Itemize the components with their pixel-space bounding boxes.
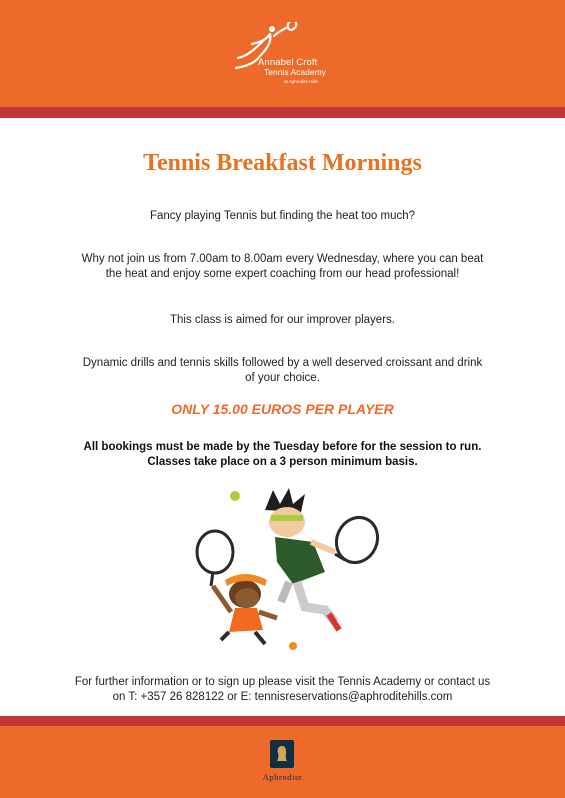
- intro-paragraph: Fancy playing Tennis but finding the heat too much?: [149, 210, 416, 222]
- price-callout: ONLY 15.00 EUROS PER PLAYER: [171, 401, 394, 417]
- logo-text-location: at Aphrodite Hills: [284, 79, 318, 84]
- header-stripe: [0, 107, 565, 118]
- contact-line-1: For further information or to sign up please visit the Tennis Academy or contact us: [74, 676, 491, 688]
- girl-player-icon: [213, 574, 277, 644]
- aphrodite-emblem: [270, 740, 294, 768]
- logo-text-academy: Tennis Academy: [264, 67, 326, 77]
- aphrodite-emblem-icon: [276, 745, 288, 762]
- girl-racket-icon: [197, 531, 233, 586]
- booking-notice-line-1: All bookings must be made by the Tuesday before for the session to run.: [83, 441, 482, 453]
- boy-racket-icon: [329, 511, 385, 570]
- footer-brand: Aphrodite: [262, 772, 303, 782]
- boy-player-icon: [265, 488, 339, 630]
- contact-line-2: on T: +357 26 828122 or E: tennisreservations@aphroditehills.com: [112, 691, 453, 703]
- contact-info: [60, 675, 505, 705]
- level-paragraph: This class is aimed for our improver players.: [170, 314, 395, 326]
- tennis-ball-icon: [230, 491, 240, 501]
- logo-text-name: Annabel Croft: [258, 57, 318, 68]
- booking-notice-line-2: Classes take place on a 3 person minimum basis.: [147, 456, 418, 468]
- footer-stripe: [0, 716, 565, 726]
- page-title: Tennis Breakfast Mornings: [143, 150, 422, 176]
- schedule-paragraph: Why not join us from 7.00am to 8.00am every Wednesday, where you can beat the heat and enjoy some expert coaching from our head professional!: [81, 253, 484, 280]
- booking-notice: [60, 440, 505, 470]
- activities-paragraph: Dynamic drills and tennis skills followed by a well deserved croissant and drink of your choice.: [82, 357, 483, 384]
- academy-logo: [226, 22, 356, 92]
- tennis-ball-icon: [289, 642, 297, 650]
- tennis-kids-illustration: [185, 482, 385, 652]
